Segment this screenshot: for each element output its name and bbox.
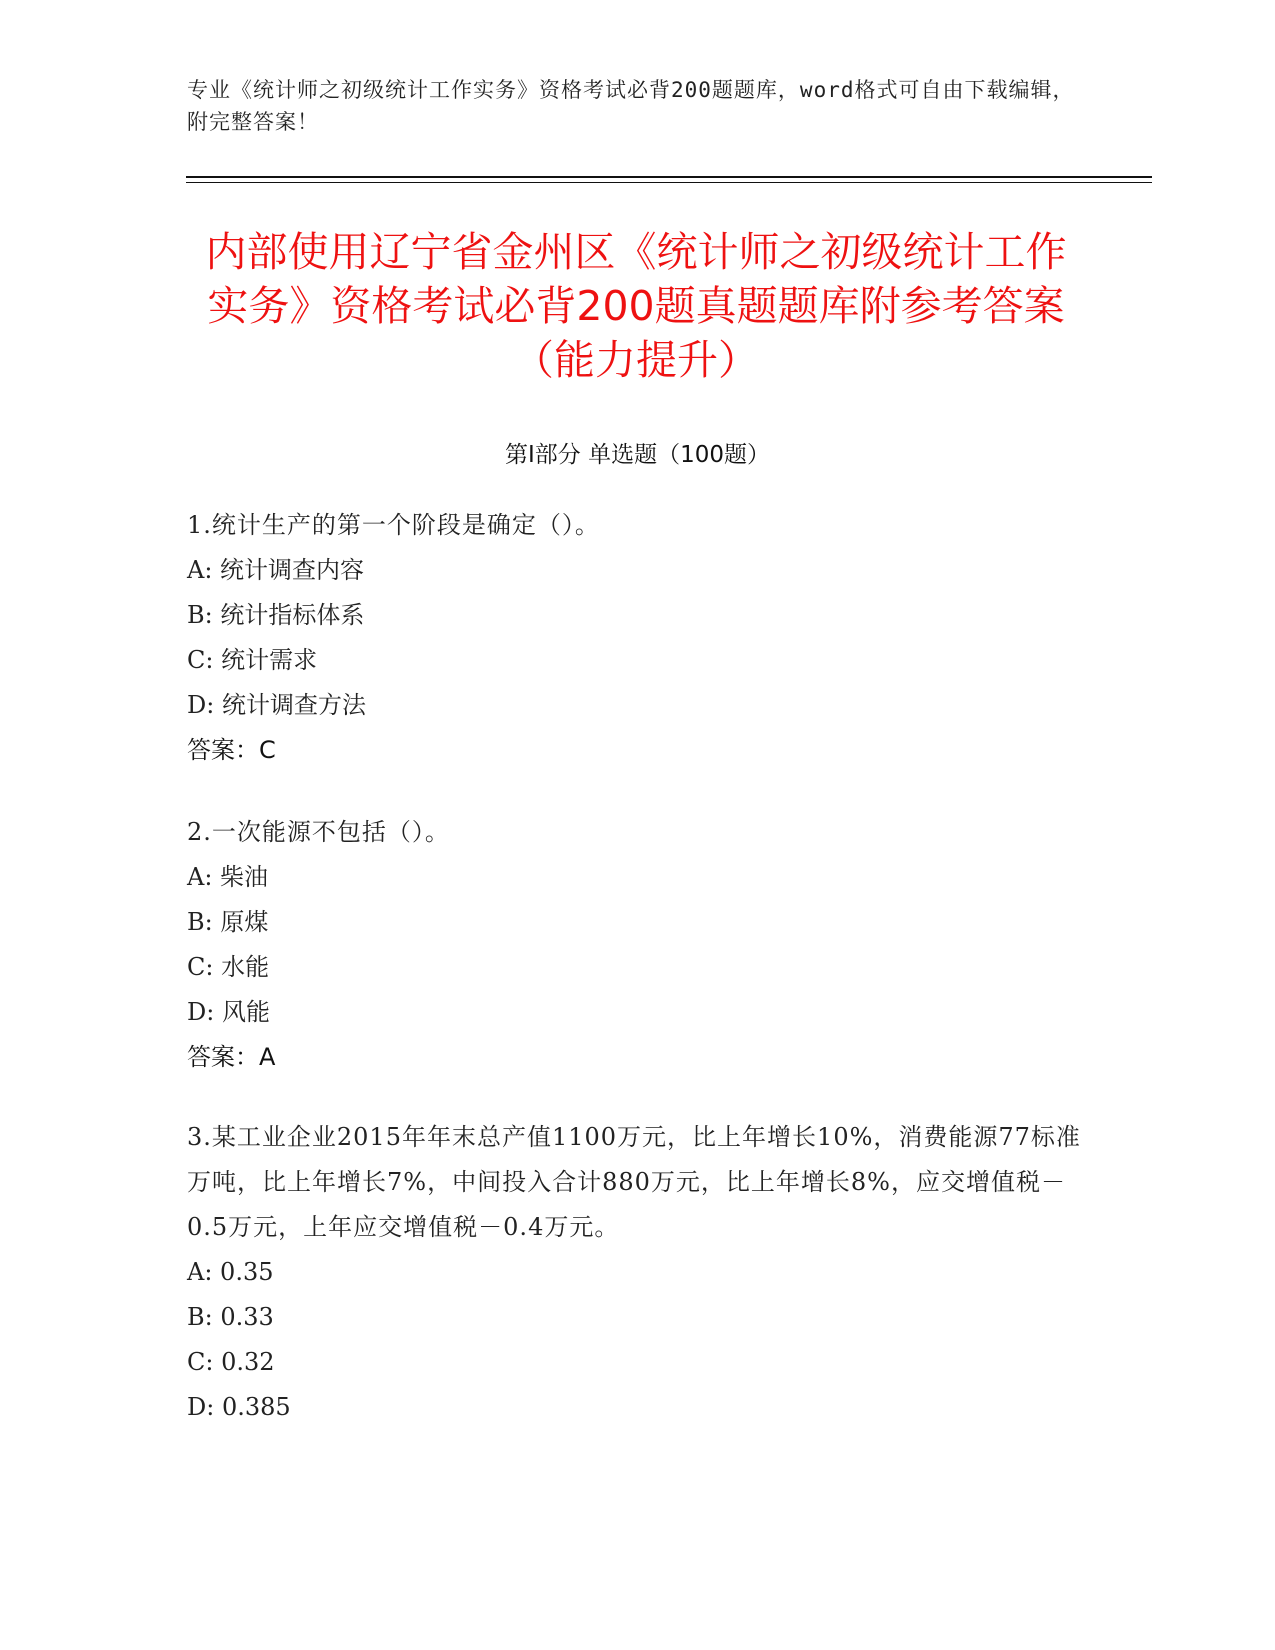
question-stem: 1.统计生产的第一个阶段是确定（）。 <box>187 511 600 539</box>
header-note: 专业《统计师之初级统计工作实务》资格考试必背200题题库，word格式可自由下载编辑，附完整答案！ <box>187 78 1075 134</box>
option-d: D: 0.385 <box>187 1393 291 1421</box>
question-1 <box>187 503 1087 773</box>
document-title: 内部使用辽宁省金州区《统计师之初级统计工作实务》资格考试必背200题真题题库附参考答案（能力提升） <box>205 228 1067 384</box>
option-b: B: 原煤 <box>187 908 269 936</box>
question-stem: 2.一次能源不包括（）。 <box>187 818 450 846</box>
header-divider-thin <box>186 182 1152 183</box>
option-a: A: 0.35 <box>187 1258 274 1286</box>
question-2 <box>187 810 1087 1080</box>
answer-label: 答案：A <box>187 1043 276 1071</box>
option-b: B: 0.33 <box>187 1303 274 1331</box>
header-divider-thick <box>186 176 1152 178</box>
option-a: A: 柴油 <box>187 863 269 891</box>
question-stem: 3.某工业企业2015年年末总产值1100万元，比上年增长10%，消费能源77标准万吨，比上年增长7%，中间投入合计880万元，比上年增长8%，应交增值税－0.5万元，上年应交增值税－0.4万元。 <box>187 1123 1081 1241</box>
option-d: D: 统计调查方法 <box>187 691 366 719</box>
option-c: C: 统计需求 <box>187 646 318 674</box>
option-d: D: 风能 <box>187 998 270 1026</box>
option-a: A: 统计调查内容 <box>187 556 365 584</box>
answer-label: 答案：C <box>187 736 276 764</box>
section-heading: 第Ⅰ部分 单选题（100题） <box>505 442 770 468</box>
question-3 <box>187 1115 1087 1430</box>
option-c: C: 0.32 <box>187 1348 275 1376</box>
option-c: C: 水能 <box>187 953 270 981</box>
option-b: B: 统计指标体系 <box>187 601 365 629</box>
